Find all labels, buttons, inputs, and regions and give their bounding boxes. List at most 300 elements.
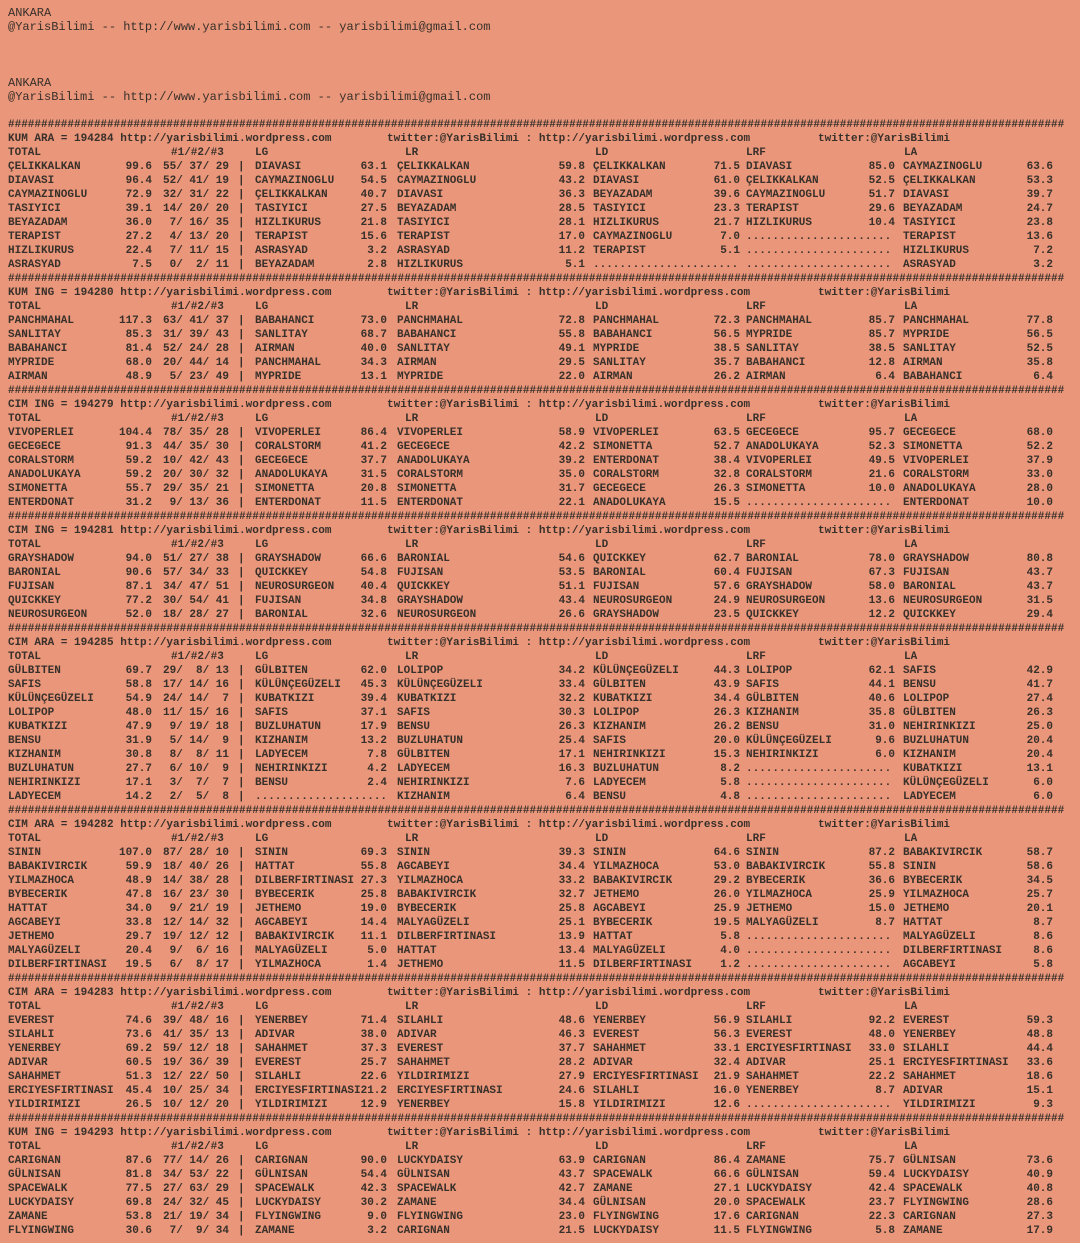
horse-name-lrf: SPACEWALK [746, 1197, 806, 1209]
stat-value-total: 81.4 [125, 343, 152, 355]
stat-value-lr: 46.3 [558, 1029, 585, 1041]
horse-name-total: BENSU [8, 735, 42, 747]
stat-value-lr: 24.6 [558, 1085, 585, 1097]
column-header-total: TOTAL [8, 539, 42, 551]
horse-name-la: DILBERFIRTINASI [903, 945, 1003, 957]
column-header-lg: LG [255, 1001, 269, 1013]
column-divider: | [238, 735, 245, 747]
placing-counts: 4/ 13/ 20 [163, 231, 230, 243]
horse-name-lg: SPACEWALK [255, 1183, 315, 1195]
stat-value-lrf: 8.7 [875, 917, 895, 929]
stat-value-lrf: 48.0 [868, 1029, 895, 1041]
column-divider: | [238, 371, 245, 383]
column-divider: | [238, 1099, 245, 1111]
horse-name-lr: GÜLBITEN [397, 749, 450, 761]
placing-counts: 29/ 8/ 13 [163, 665, 230, 677]
stat-value-total: 68.0 [125, 357, 152, 369]
stat-value-la: 27.3 [1026, 1211, 1053, 1223]
horse-name-ld: TASIYICI [593, 203, 646, 215]
horse-name-lg: YILMAZHOCA [255, 959, 322, 971]
stat-value-lr: 53.5 [558, 567, 585, 579]
stat-value-lg: 1.4 [367, 959, 387, 971]
horse-name-ld: TERAPIST [593, 245, 646, 257]
horse-name-lg: EVEREST [255, 1057, 302, 1069]
horse-name-lrf: FUJISAN [746, 567, 793, 579]
horse-name-lr: SILAHLI [397, 1015, 444, 1027]
column-divider: | [238, 875, 245, 887]
stat-value-lrf: 29.6 [868, 203, 895, 215]
horse-name-ld: EVEREST [593, 1029, 640, 1041]
horse-name-total: DIAVASI [8, 175, 55, 187]
placing-counts: 77/ 14/ 26 [163, 1155, 230, 1167]
column-header-lg: LG [255, 301, 269, 313]
section-title: KUM ING = 194293 http://yarisbilimi.wordpress.com [8, 1127, 332, 1139]
dots-filler-lrf: ...................... [746, 959, 892, 971]
stat-value-lg: 22.6 [360, 1071, 387, 1083]
horse-name-total: SININ [8, 847, 42, 859]
horse-name-total: ENTERDONAT [8, 497, 75, 509]
stat-value-total: 107.0 [118, 847, 152, 859]
horse-name-lg: GÜLNISAN [255, 1169, 308, 1181]
column-header-la: LA [904, 651, 918, 663]
stat-value-lr: 28.1 [558, 217, 585, 229]
horse-name-lg: VIVOPERLEI [255, 427, 322, 439]
column-header-total: TOTAL [8, 1001, 42, 1013]
section-cim-ara-194285 [0, 622, 1080, 804]
horse-name-lr: ZAMANE [397, 1197, 437, 1209]
stat-value-lr: 36.3 [558, 189, 585, 201]
horse-name-lrf: LUCKYDAISY [746, 1183, 813, 1195]
stat-value-la: 56.5 [1026, 329, 1053, 341]
twitter-handle: twitter:@YarisBilimi [818, 637, 951, 649]
placing-counts: 7/ 11/ 15 [163, 245, 230, 257]
column-header-la: LA [904, 833, 918, 845]
horse-name-lr: CARIGNAN [397, 1225, 450, 1237]
horse-name-lrf: YILMAZHOCA [746, 889, 813, 901]
horse-name-lr: DIAVASI [397, 189, 444, 201]
stat-value-lrf: 49.5 [868, 455, 895, 467]
horse-name-total: MALYAGÜZELI [8, 945, 81, 957]
column-divider: | [238, 945, 245, 957]
horse-name-total: KÜLÜNÇEGÜZELI [8, 693, 94, 705]
column-header-p123: #1/#2/#3 [171, 301, 224, 313]
horse-name-lg: NEUROSURGEON [255, 581, 335, 593]
separator-line: ################################################################################################################################################################ [8, 805, 1065, 817]
horse-name-lg: AGCABEYI [255, 917, 308, 929]
stat-value-lrf: 62.1 [868, 665, 895, 677]
section-kum-ing-194293 [0, 1112, 1080, 1238]
stat-value-lg: 41.2 [360, 441, 387, 453]
stat-value-lrf: 87.2 [868, 847, 895, 859]
stat-value-total: 27.2 [125, 231, 152, 243]
stat-value-lg: 40.0 [360, 343, 387, 355]
horse-name-lg: BEYAZADAM [255, 259, 315, 271]
stat-value-ld: 11.5 [713, 1225, 740, 1237]
placing-counts: 52/ 41/ 19 [163, 175, 230, 187]
horse-name-ld: PANCHMAHAL [593, 315, 660, 327]
stat-value-la: 43.7 [1026, 581, 1053, 593]
twitter-handle: twitter:@YarisBilimi [818, 987, 951, 999]
horse-name-lr: LUCKYDAISY [397, 1155, 464, 1167]
stat-value-ld: 39.6 [713, 189, 740, 201]
stat-value-lrf: 10.0 [868, 483, 895, 495]
horse-name-lg: ADIVAR [255, 1029, 295, 1041]
stat-value-la: 25.7 [1026, 889, 1053, 901]
horse-name-ld: VIVOPERLEI [593, 427, 660, 439]
horse-name-la: JETHEMO [903, 903, 950, 915]
stat-value-ld: 16.0 [713, 1085, 740, 1097]
stat-value-lg: 4.2 [367, 763, 387, 775]
column-divider: | [238, 189, 245, 201]
column-header-lg: LG [255, 147, 269, 159]
horse-name-ld: CAYMAZINOGLU [593, 231, 673, 243]
stat-value-lr: 11.2 [558, 245, 585, 257]
spacer [0, 104, 1080, 118]
stat-value-ld: 21.9 [713, 1071, 740, 1083]
stat-value-lg: 54.5 [360, 175, 387, 187]
column-divider: | [238, 483, 245, 495]
placing-counts: 34/ 53/ 22 [163, 1169, 230, 1181]
dots-filler-lrf: ...................... [746, 763, 892, 775]
horse-name-lrf: DIAVASI [746, 161, 793, 173]
horse-name-la: MALYAGÜZELI [903, 931, 976, 943]
stat-value-la: 20.1 [1026, 903, 1053, 915]
stat-value-lg: 14.4 [360, 917, 387, 929]
stat-value-lr: 22.1 [558, 497, 585, 509]
horse-name-la: YILDIRIMIZI [903, 1099, 976, 1111]
section-title: CIM ING = 194281 http://yarisbilimi.wordpress.com [8, 525, 332, 537]
stat-value-ld: 52.7 [713, 441, 740, 453]
stat-value-lg: 11.5 [360, 497, 387, 509]
column-divider: | [238, 707, 245, 719]
stat-value-lr: 39.3 [558, 847, 585, 859]
horse-name-lg: CAYMAZINOGLU [255, 175, 335, 187]
horse-name-lr: NEUROSURGEON [397, 609, 477, 621]
horse-name-la: MYPRIDE [903, 329, 950, 341]
horse-name-lr: ADIVAR [397, 1029, 437, 1041]
horse-name-lg: KIZHANIM [255, 735, 308, 747]
horse-name-lrf: BARONIAL [746, 553, 799, 565]
stat-value-ld: 29.2 [713, 875, 740, 887]
stat-value-lr: 58.9 [558, 427, 585, 439]
horse-name-ld: ZAMANE [593, 1183, 633, 1195]
horse-name-ld: GÜLNISAN [593, 1197, 646, 1209]
horse-name-lrf: KIZHANIM [746, 707, 799, 719]
horse-name-total: QUICKKEY [8, 595, 61, 607]
horse-name-lg: FLYINGWING [255, 1211, 322, 1223]
placing-counts: 2/ 5/ 8 [163, 791, 230, 803]
separator-line: ################################################################################################################################################################ [8, 1113, 1065, 1125]
stat-value-total: 27.7 [125, 763, 152, 775]
horse-name-lr: NEHIRINKIZI [397, 777, 470, 789]
stat-value-la: 73.6 [1026, 1155, 1053, 1167]
horse-name-ld: CARIGNAN [593, 1155, 646, 1167]
horse-name-total: CARIGNAN [8, 1155, 61, 1167]
column-divider: | [238, 231, 245, 243]
horse-name-lr: VIVOPERLEI [397, 427, 464, 439]
placing-counts: 27/ 63/ 29 [163, 1183, 230, 1195]
column-divider: | [238, 679, 245, 691]
stat-value-lg: 45.3 [360, 679, 387, 691]
horse-name-lrf: BABAKIVIRCIK [746, 861, 826, 873]
horse-name-ld: KÜLÜNÇEGÜZELI [593, 665, 679, 677]
horse-name-lrf: ADIVAR [746, 1057, 786, 1069]
horse-name-la: HIZLIKURUS [903, 245, 970, 257]
horse-name-lrf: GÜLNISAN [746, 1169, 799, 1181]
dots-filler-lrf: ...................... [746, 231, 892, 243]
separator-line: ################################################################################################################################################################ [8, 119, 1065, 131]
twitter-handle: twitter:@YarisBilimi : http://yarisbilimi.wordpress.com [387, 987, 751, 999]
stat-value-total: 47.8 [125, 889, 152, 901]
horse-name-total: ÇELIKKALKAN [8, 161, 81, 173]
column-divider: | [238, 917, 245, 929]
horse-name-lg: HIZLIKURUS [255, 217, 322, 229]
stat-value-ld: 25.9 [713, 903, 740, 915]
horse-name-la: SININ [903, 861, 937, 873]
horse-name-lg: NEHIRINKIZI [255, 763, 328, 775]
placing-counts: 19/ 12/ 12 [163, 931, 230, 943]
stat-value-total: 96.4 [125, 175, 152, 187]
horse-name-lg: KUBATKIZI [255, 693, 315, 705]
horse-name-ld: SAHAHMET [593, 1043, 646, 1055]
horse-name-lr: GECEGECE [397, 441, 450, 453]
horse-name-lrf: EVEREST [746, 1029, 793, 1041]
column-divider: | [238, 749, 245, 761]
column-header-ld: LD [595, 833, 609, 845]
stat-value-ld: 60.4 [713, 567, 740, 579]
stat-value-lrf: 22.2 [868, 1071, 895, 1083]
horse-name-lg: ÇELIKKALKAN [255, 189, 328, 201]
horse-name-lrf: ERCIYESFIRTINASI [746, 1043, 852, 1055]
stat-value-lr: 34.4 [558, 1197, 585, 1209]
horse-name-lr: BYBECERIK [397, 903, 457, 915]
horse-name-lg: ERCIYESFIRTINASI [255, 1085, 361, 1097]
stat-value-total: 33.8 [125, 917, 152, 929]
dots-filler-lrf: ...................... [746, 931, 892, 943]
stat-value-lg: 3.2 [367, 245, 387, 257]
stat-value-total: 36.0 [125, 217, 152, 229]
horse-name-ld: ANADOLUKAYA [593, 497, 666, 509]
horse-name-lr: YILDIRIMIZI [397, 1071, 470, 1083]
twitter-handle: twitter:@YarisBilimi [818, 525, 951, 537]
column-divider: | [238, 609, 245, 621]
stat-value-la: 24.7 [1026, 203, 1053, 215]
stat-value-lr: 26.3 [558, 721, 585, 733]
column-header-lr: LR [405, 301, 419, 313]
stat-value-ld: 1.2 [720, 959, 740, 971]
stat-value-ld: 27.1 [713, 1183, 740, 1195]
stat-value-total: 30.8 [125, 749, 152, 761]
horse-name-ld: ÇELIKKALKAN [593, 161, 666, 173]
horse-name-total: GRAYSHADOW [8, 553, 75, 565]
column-header-la: LA [904, 413, 918, 425]
stat-value-lg: 42.3 [360, 1183, 387, 1195]
horse-name-lr: CORALSTORM [397, 469, 464, 481]
stat-value-lrf: 21.6 [868, 469, 895, 481]
horse-name-lg: PANCHMAHAL [255, 357, 322, 369]
horse-name-la: SAFIS [903, 665, 937, 677]
stat-value-la: 3.2 [1033, 259, 1053, 271]
stat-value-total: 60.5 [125, 1057, 152, 1069]
horse-name-la: BUZLUHATUN [903, 735, 970, 747]
horse-name-total: BABAKIVIRCIK [8, 861, 88, 873]
stat-value-total: 51.3 [125, 1071, 152, 1083]
stat-value-lg: 63.1 [360, 161, 387, 173]
horse-name-total: BYBECERIK [8, 889, 68, 901]
placing-counts: 12/ 14/ 32 [163, 917, 230, 929]
stat-value-total: 45.4 [125, 1085, 152, 1097]
stat-value-ld: 26.0 [713, 889, 740, 901]
stat-value-la: 8.6 [1033, 931, 1053, 943]
column-header-p123: #1/#2/#3 [171, 539, 224, 551]
stat-value-total: 87.1 [125, 581, 152, 593]
horse-name-ld: GECEGECE [593, 483, 646, 495]
stat-value-la: 33.6 [1026, 1057, 1053, 1069]
stat-value-lr: 42.7 [558, 1183, 585, 1195]
stat-value-la: 8.6 [1033, 945, 1053, 957]
stat-value-total: 54.9 [125, 693, 152, 705]
column-header-lrf: LRF [746, 147, 766, 159]
stat-value-lg: 9.0 [367, 1211, 387, 1223]
stat-value-lr: 48.6 [558, 1015, 585, 1027]
section-title: CIM ARA = 194285 http://yarisbilimi.wordpress.com [8, 637, 332, 649]
stat-value-la: 13.6 [1026, 231, 1053, 243]
column-header-lr: LR [405, 147, 419, 159]
dots-filler-lrf: ...................... [746, 945, 892, 957]
horse-name-la: ERCIYESFIRTINASI [903, 1057, 1009, 1069]
horse-name-lrf: MYPRIDE [746, 329, 793, 341]
stat-value-lg: 27.5 [360, 203, 387, 215]
stat-value-lr: 33.2 [558, 875, 585, 887]
horse-name-lg: KÜLÜNÇEGÜZELI [255, 679, 341, 691]
horse-name-lg: BYBECERIK [255, 889, 315, 901]
stat-value-la: 52.2 [1026, 441, 1053, 453]
stat-value-ld: 71.5 [713, 161, 740, 173]
stat-value-la: 53.3 [1026, 175, 1053, 187]
stat-value-total: 94.0 [125, 553, 152, 565]
stat-value-la: 28.6 [1026, 1197, 1053, 1209]
horse-name-lrf: ZAMANE [746, 1155, 786, 1167]
horse-name-total: BARONIAL [8, 567, 61, 579]
horse-name-lr: FUJISAN [397, 567, 444, 579]
horse-name-lr: QUICKKEY [397, 581, 450, 593]
horse-name-lrf: SAFIS [746, 679, 780, 691]
horse-name-lr: MYPRIDE [397, 371, 444, 383]
stat-value-ld: 57.6 [713, 581, 740, 593]
stat-value-la: 10.0 [1026, 497, 1053, 509]
stat-value-lrf: 13.6 [868, 595, 895, 607]
stat-value-ld: 23.5 [713, 609, 740, 621]
dots-filler-ld: ...................... [593, 259, 739, 271]
horse-name-lr: BABAHANCI [397, 329, 457, 341]
horse-name-total: EVEREST [8, 1015, 55, 1027]
stat-value-total: 104.4 [118, 427, 152, 439]
horse-name-lrf: PANCHMAHAL [746, 315, 813, 327]
horse-name-lrf: KÜLÜNÇEGÜZELI [746, 735, 832, 747]
stat-value-lrf: 6.0 [875, 749, 895, 761]
horse-name-lr: DILBERFIRTINASI [397, 931, 497, 943]
stat-value-total: 58.8 [125, 679, 152, 691]
stat-value-lrf: 52.3 [868, 441, 895, 453]
column-divider: | [238, 1043, 245, 1055]
horse-name-total: NEHIRINKIZI [8, 777, 81, 789]
horse-name-lrf: YENERBEY [746, 1085, 799, 1097]
horse-name-lr: YILMAZHOCA [397, 875, 464, 887]
horse-name-la: SIMONETTA [903, 441, 963, 453]
stat-value-lr: 32.7 [558, 889, 585, 901]
stat-value-total: 117.3 [118, 315, 152, 327]
column-header-total: TOTAL [8, 833, 42, 845]
stat-value-total: 77.2 [125, 595, 152, 607]
stat-value-la: 18.6 [1026, 1071, 1053, 1083]
stat-value-la: 29.4 [1026, 609, 1053, 621]
sections-container [0, 118, 1080, 1238]
horse-name-la: TASIYICI [903, 217, 956, 229]
horse-name-lrf: BABAHANCI [746, 357, 806, 369]
horse-name-total: HIZLIKURUS [8, 245, 75, 257]
stat-value-ld: 17.6 [713, 1211, 740, 1223]
horse-name-ld: BARONIAL [593, 567, 646, 579]
stat-value-total: 48.9 [125, 371, 152, 383]
horse-name-lg: CORALSTORM [255, 441, 322, 453]
horse-name-ld: QUICKKEY [593, 553, 646, 565]
column-divider: | [238, 203, 245, 215]
stat-value-ld: 61.0 [713, 175, 740, 187]
horse-name-la: EVEREST [903, 1015, 950, 1027]
horse-name-total: HATTAT [8, 903, 48, 915]
stat-value-lg: 15.6 [360, 231, 387, 243]
placing-counts: 20/ 44/ 14 [163, 357, 230, 369]
stat-value-lg: 34.8 [360, 595, 387, 607]
stat-value-la: 33.0 [1026, 469, 1053, 481]
stat-value-lr: 42.2 [558, 441, 585, 453]
stat-value-total: 30.6 [125, 1225, 152, 1237]
stat-value-lrf: 10.4 [868, 217, 895, 229]
horse-name-la: LADYECEM [903, 791, 956, 803]
horse-name-lg: HATTAT [255, 861, 295, 873]
separator-line: ################################################################################################################################################################ [8, 273, 1065, 285]
stat-value-lr: 25.8 [558, 903, 585, 915]
stat-value-ld: 15.5 [713, 497, 740, 509]
stat-value-la: 28.0 [1026, 483, 1053, 495]
column-divider: | [238, 357, 245, 369]
placing-counts: 3/ 7/ 7 [163, 777, 230, 789]
placing-counts: 5/ 14/ 9 [163, 735, 230, 747]
dots-filler-lrf: ...................... [746, 259, 892, 271]
stat-value-lg: 32.6 [360, 609, 387, 621]
stat-value-total: 34.0 [125, 903, 152, 915]
stat-value-total: 69.2 [125, 1043, 152, 1055]
horse-name-lrf: CAYMAZINOGLU [746, 189, 826, 201]
column-divider: | [238, 315, 245, 327]
column-divider: | [238, 245, 245, 257]
column-divider: | [238, 903, 245, 915]
horse-name-total: BEYAZADAM [8, 217, 68, 229]
placing-counts: 7/ 9/ 34 [163, 1225, 230, 1237]
stat-value-lrf: 44.1 [868, 679, 895, 691]
twitter-handle: twitter:@YarisBilimi : http://yarisbilimi.wordpress.com [387, 637, 751, 649]
placing-counts: 87/ 28/ 10 [163, 847, 230, 859]
horse-name-la: ADIVAR [903, 1085, 943, 1097]
horse-name-la: GÜLBITEN [903, 707, 956, 719]
stat-value-total: 55.7 [125, 483, 152, 495]
horse-name-la: KIZHANIM [903, 749, 956, 761]
horse-name-lrf: MALYAGÜZELI [746, 917, 819, 929]
stat-value-lr: 17.0 [558, 231, 585, 243]
stat-value-lr: 28.2 [558, 1057, 585, 1069]
column-header-lr: LR [405, 1001, 419, 1013]
stat-value-la: 58.7 [1026, 847, 1053, 859]
